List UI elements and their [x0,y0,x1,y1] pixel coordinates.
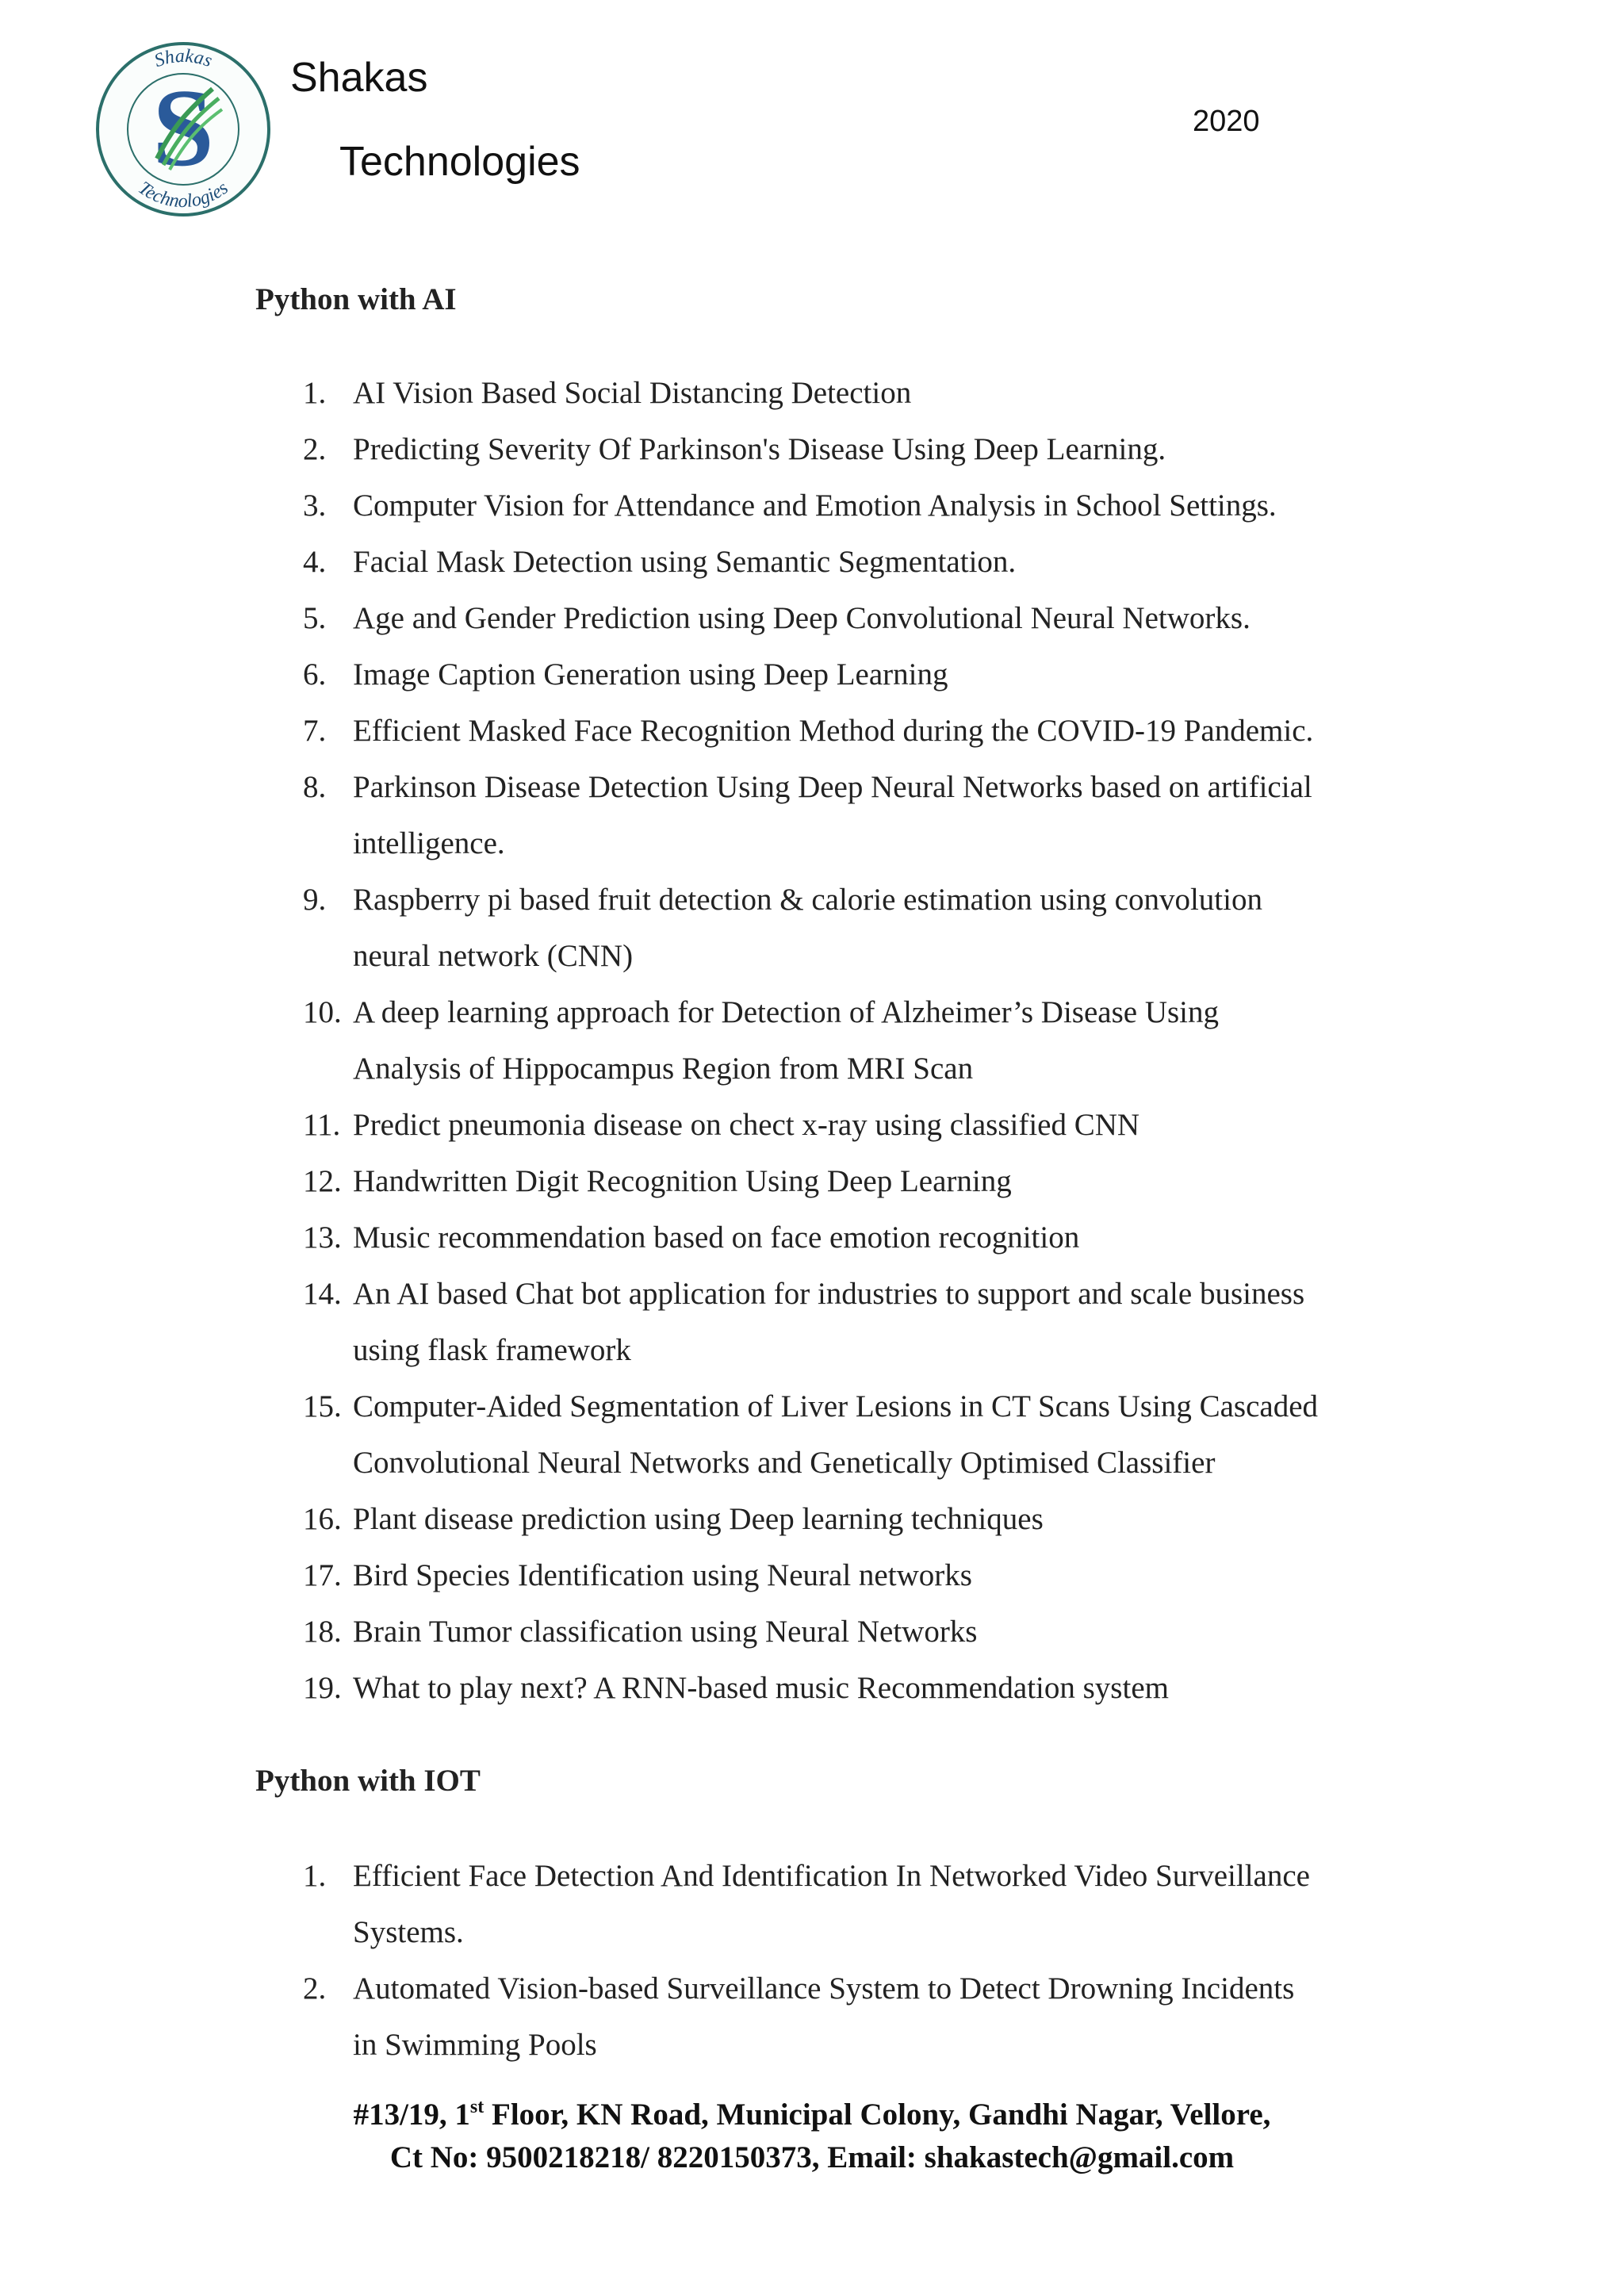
item-number: 17. [303,1558,342,1592]
list-item [0,703,1318,759]
list-item [0,984,1318,1097]
item-line-continued: Analysis of Hippocampus Region from MRI Scan [353,1052,974,1086]
item-line: Music recommendation based on face emotion recognition [353,1220,1080,1255]
list-item [0,646,1318,703]
footer-contact: Ct No: 9500218218/ 8220150373, Email: shakastech@gmail.com [389,2140,1235,2174]
list-item [0,590,1318,646]
list-item [0,872,1318,984]
item-line-continued: neural network (CNN) [353,939,634,973]
item-line: Facial Mask Detection using Semantic Segmentation. [353,545,1017,579]
item-line: Raspberry pi based fruit detection & calorie estimation using convolution [353,883,1262,917]
footer [0,2094,1624,2179]
item-line: Computer Vision for Attendance and Emotion Analysis in School Settings. [353,489,1277,523]
item-number: 2. [303,432,327,466]
list-item [0,1153,1318,1209]
footer-address-suffix: Floor, KN Road, Municipal Colony, Gandhi Nagar, Vellore, [484,2098,1271,2132]
item-line: Predicting Severity Of Parkinson's Disease Using Deep Learning. [353,432,1166,466]
list-item [0,1603,1318,1660]
item-number: 16. [303,1502,342,1536]
list-item [0,1097,1318,1153]
list-item [0,477,1318,534]
list-item [0,1378,1318,1491]
item-line: Computer-Aided Segmentation of Liver Lesions in CT Scans Using Cascaded [353,1389,1319,1423]
item-line: Handwritten Digit Recognition Using Deep Learning [353,1164,1012,1198]
logo-text-bottom: Technologies [134,178,232,213]
document-year: 2020 [1193,105,1260,138]
list-item [0,1660,1318,1716]
item-number: 4. [303,545,327,579]
item-number: 7. [303,714,327,748]
item-line: Parkinson Disease Detection Using Deep Neural Networks based on artificial [353,770,1312,804]
item-line: What to play next? A RNN-based music Recommendation system [353,1671,1169,1705]
list-item [0,534,1318,590]
item-number: 12. [303,1164,342,1198]
company-name-line2: Technologies [339,139,580,185]
svg-text:S: S [152,67,214,190]
footer-address-superscript: st [469,2097,485,2117]
list-item [0,759,1318,872]
item-line-continued: Convolutional Neural Networks and Genetically Optimised Classifier [353,1446,1216,1480]
footer-address [0,2094,1624,2136]
item-line: AI Vision Based Social Distancing Detection [353,376,912,410]
python-ai-project-list [0,365,1318,1716]
section-heading-python-iot: Python with IOT [255,1764,481,1798]
item-line: Image Caption Generation using Deep Learning [353,657,948,692]
item-number: 1. [303,1859,327,1893]
item-number: 15. [303,1389,342,1423]
item-line: Bird Species Identification using Neural networks [353,1558,972,1592]
list-item [0,1960,1310,2073]
company-logo [94,40,273,219]
item-line: Age and Gender Prediction using Deep Convolutional Neural Networks. [353,601,1251,635]
item-number: 13. [303,1220,342,1255]
item-number: 6. [303,657,327,692]
list-item [0,1266,1318,1378]
list-item [0,365,1318,421]
list-item [0,1491,1318,1547]
item-line: Efficient Masked Face Recognition Method during the COVID-19 Pandemic. [353,714,1314,748]
list-item [0,1209,1318,1266]
footer-address-prefix: #13/19, 1 [353,2098,470,2132]
item-line-continued: Systems. [353,1915,464,1949]
item-line-continued: intelligence. [353,826,505,860]
item-line: Efficient Face Detection And Identification In Networked Video Surveillance [353,1859,1310,1893]
item-number: 5. [303,601,327,635]
item-line: An AI based Chat bot application for industries to support and scale business [353,1277,1305,1311]
list-item [0,1848,1310,1960]
item-line-continued: using flask framework [353,1333,631,1367]
python-iot-project-list [0,1848,1310,2073]
item-number: 8. [303,770,327,804]
item-line-continued: in Swimming Pools [353,2028,597,2062]
list-item [0,1547,1318,1603]
company-name: Shakas [290,55,428,101]
item-number: 11. [303,1108,341,1142]
item-line: Predict pneumonia disease on chect x-ray using classified CNN [353,1108,1140,1142]
item-line: Brain Tumor classification using Neural Networks [353,1615,978,1649]
item-line: Plant disease prediction using Deep learning techniques [353,1502,1044,1536]
item-line: Automated Vision-based Surveillance System to Detect Drowning Incidents [353,1971,1295,2006]
item-number: 1. [303,376,327,410]
item-number: 14. [303,1277,342,1311]
item-number: 19. [303,1671,342,1705]
item-number: 3. [303,489,327,523]
logo-text-top: Shakas [151,45,215,72]
item-number: 18. [303,1615,342,1649]
section-heading-python-ai: Python with AI [255,282,457,316]
list-item [0,421,1318,477]
item-line: A deep learning approach for Detection of Alzheimer’s Disease Using [353,995,1219,1029]
item-number: 2. [303,1971,327,2006]
item-number: 10. [303,995,342,1029]
item-number: 9. [303,883,327,917]
